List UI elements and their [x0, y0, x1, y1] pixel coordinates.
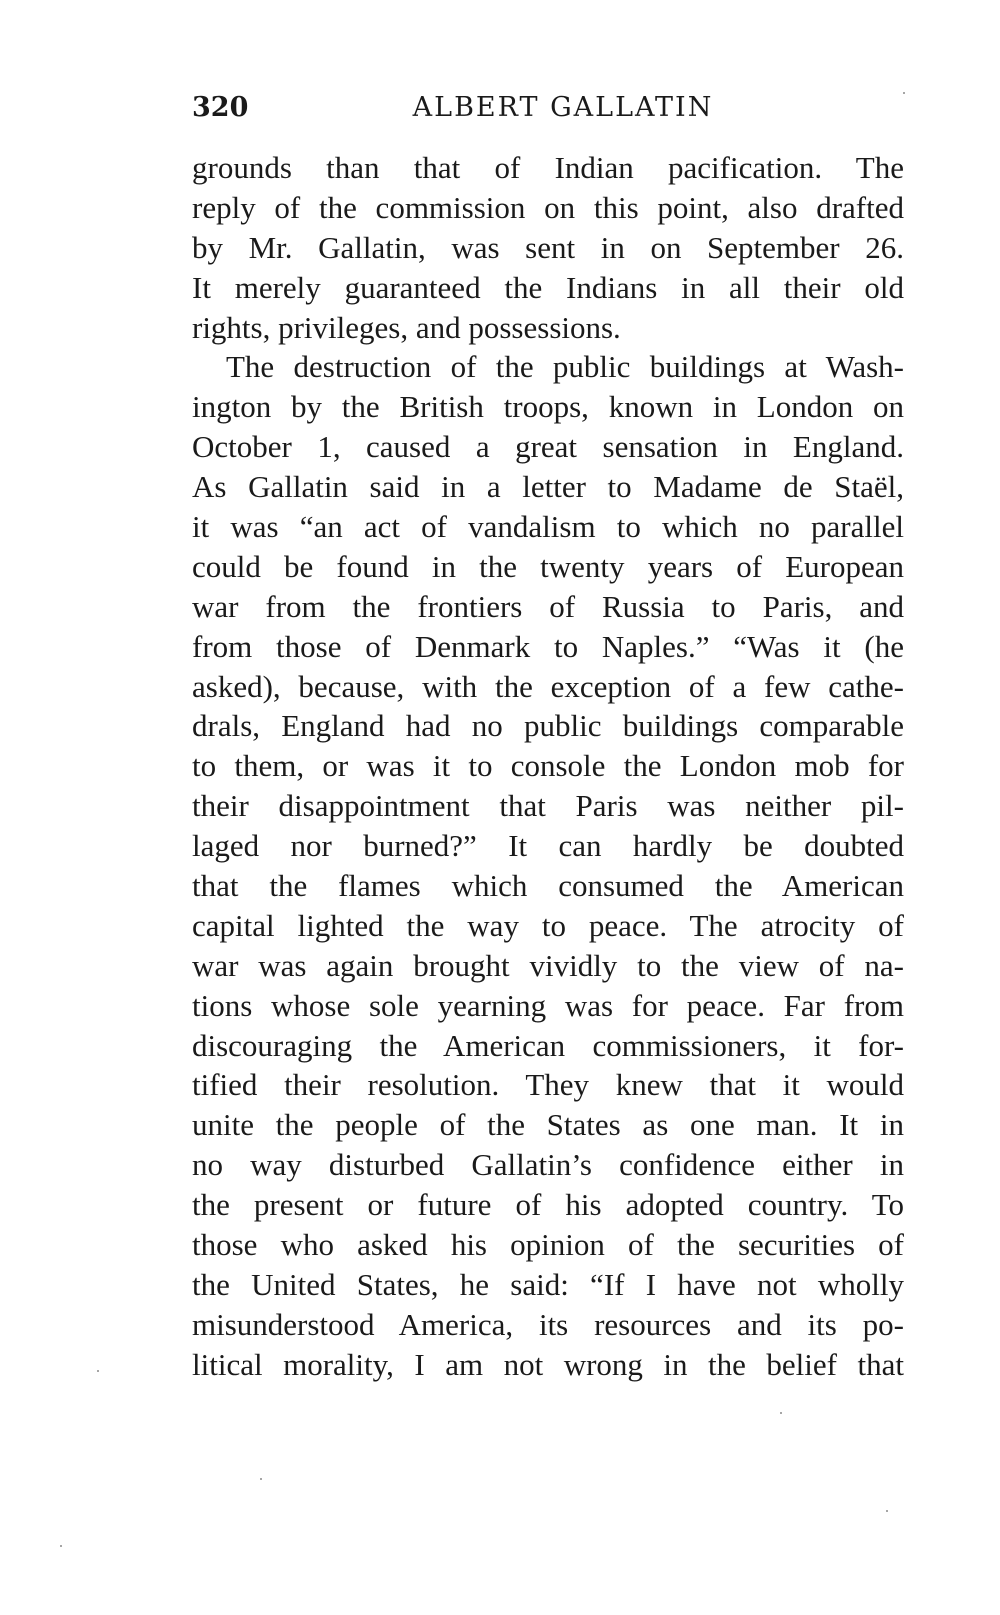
text-line: ington by the British troops, known in London on: [192, 389, 904, 425]
text-line: As Gallatin said in a letter to Madame de Staël,: [192, 469, 904, 505]
text-line: reply of the commission on this point, also drafted: [192, 189, 904, 225]
text-line: that the flames which consumed the American: [192, 868, 904, 904]
text-line: laged nor burned?” It can hardly be doubted: [192, 828, 904, 864]
body-text: [192, 148, 904, 1385]
text-line: war was again brought vividly to the view of na-: [192, 947, 904, 983]
text-line: litical morality, I am not wrong in the belief that: [192, 1346, 904, 1382]
running-head: ALBERT GALLATIN: [412, 92, 714, 123]
text-line: It merely guaranteed the Indians in all their old: [192, 269, 904, 305]
page-number: 320: [192, 92, 249, 123]
text-line: unite the people of the States as one man. It in: [192, 1107, 904, 1143]
text-line: misunderstood America, its resources and its po-: [192, 1306, 904, 1342]
text-line: the present or future of his adopted country. To: [192, 1187, 904, 1223]
text-line: their disappointment that Paris was neither pil-: [192, 788, 904, 824]
scan-speck: [60, 1545, 62, 1547]
text-line: no way disturbed Gallatin’s confidence either in: [192, 1147, 904, 1183]
text-line: asked), because, with the exception of a few cathe-: [192, 668, 904, 704]
text-line: October 1, caused a great sensation in England.: [192, 429, 904, 465]
text-line: it was “an act of vandalism to which no parallel: [192, 509, 904, 545]
text-line: could be found in the twenty years of European: [192, 548, 904, 584]
text-line: rights, privileges, and possessions.: [192, 309, 621, 345]
text-line: tions whose sole yearning was for peace. Far from: [192, 987, 904, 1023]
text-line: capital lighted the way to peace. The atrocity of: [192, 907, 904, 943]
text-line: from those of Denmark to Naples.” “Was it (he: [192, 628, 904, 664]
page-header: [192, 92, 904, 132]
scan-speck: [903, 92, 905, 94]
text-line: the United States, he said: “If I have not wholly: [192, 1266, 904, 1302]
text-line: The destruction of the public buildings at Wash-: [226, 349, 904, 385]
scan-speck: [260, 1478, 262, 1480]
text-line: those who asked his opinion of the securities of: [192, 1227, 904, 1263]
text-line: tified their resolution. They knew that it would: [192, 1067, 904, 1103]
text-line: discouraging the American commissioners, it for-: [192, 1027, 904, 1063]
scan-speck: [886, 1510, 888, 1512]
text-line: by Mr. Gallatin, was sent in on September 26.: [192, 229, 904, 265]
text-line: to them, or was it to console the London mob for: [192, 748, 904, 784]
text-line: grounds than that of Indian pacification. The: [192, 150, 904, 185]
text-line: drals, England had no public buildings comparable: [192, 708, 904, 744]
scan-speck: [97, 1370, 99, 1372]
scan-speck: [780, 1412, 782, 1414]
text-line: war from the frontiers of Russia to Paris, and: [192, 588, 904, 624]
